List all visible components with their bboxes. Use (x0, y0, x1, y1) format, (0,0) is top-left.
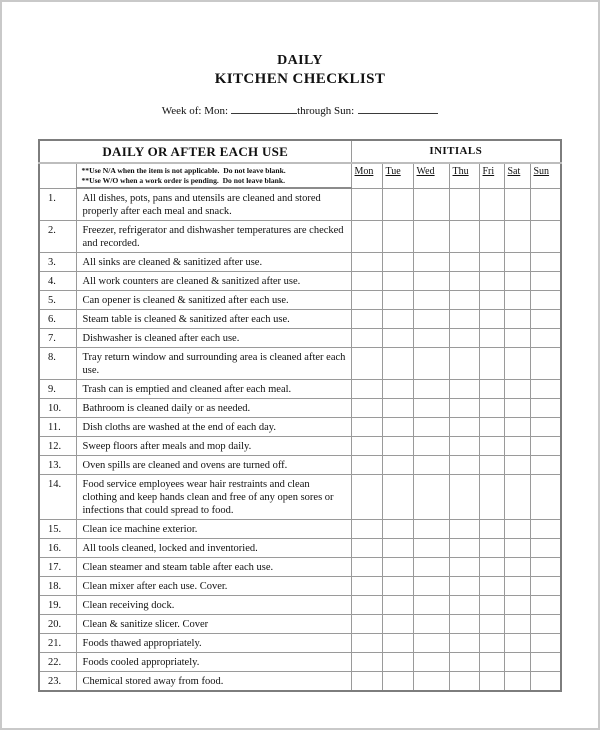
table-subheader-row (39, 163, 561, 188)
item-number: 8. (39, 348, 76, 380)
initials-cell-sat[interactable] (504, 188, 530, 221)
initials-cell-wed[interactable] (413, 615, 449, 634)
initials-cell-fri[interactable] (479, 437, 504, 456)
initials-cell-tue[interactable] (382, 539, 413, 558)
initials-cell-thu[interactable] (449, 291, 479, 310)
initials-cell-thu[interactable] (449, 634, 479, 653)
checklist-row (39, 310, 561, 329)
checklist-row (39, 437, 561, 456)
table-header-row (39, 140, 561, 163)
initials-cell-sat[interactable] (504, 418, 530, 437)
initials-cell-sun[interactable] (530, 253, 561, 272)
initials-cell-sun[interactable] (530, 615, 561, 634)
doc-title-line1: DAILY (277, 53, 323, 68)
day-label: Wed (416, 166, 435, 177)
week-of-label: Week of: Mon: (161, 105, 229, 117)
initials-cell-mon[interactable] (351, 520, 382, 539)
checklist-row (39, 253, 561, 272)
initials-cell-tue[interactable] (382, 291, 413, 310)
initials-cell-mon[interactable] (351, 399, 382, 418)
initials-cell-sat[interactable] (504, 329, 530, 348)
initials-cell-mon[interactable] (351, 558, 382, 577)
document (2, 2, 598, 692)
initials-cell-fri[interactable] (479, 253, 504, 272)
initials-cell-thu[interactable] (449, 520, 479, 539)
checklist-row (39, 475, 561, 520)
initials-cell-mon[interactable] (351, 653, 382, 672)
initials-cell-fri[interactable] (479, 380, 504, 399)
initials-cell-tue[interactable] (382, 437, 413, 456)
initials-cell-wed[interactable] (413, 380, 449, 399)
item-number: 7. (39, 329, 76, 348)
initials-cell-sat[interactable] (504, 380, 530, 399)
item-text: Trash can is emptied and cleaned after each meal. (76, 380, 351, 399)
item-number: 18. (39, 577, 76, 596)
initials-cell-thu[interactable] (449, 329, 479, 348)
initials-cell-sun[interactable] (530, 188, 561, 221)
initials-cell-sat[interactable] (504, 253, 530, 272)
initials-cell-mon[interactable] (351, 577, 382, 596)
initials-cell-wed[interactable] (413, 577, 449, 596)
initials-cell-tue[interactable] (382, 399, 413, 418)
initials-cell-fri[interactable] (479, 596, 504, 615)
checklist-row (39, 329, 561, 348)
initials-cell-tue[interactable] (382, 456, 413, 475)
initials-cell-thu[interactable] (449, 399, 479, 418)
initials-cell-sat[interactable] (504, 475, 530, 520)
initials-cell-mon[interactable] (351, 672, 382, 692)
initials-cell-fri[interactable] (479, 634, 504, 653)
item-text: Clean ice machine exterior. (76, 520, 351, 539)
initials-cell-fri[interactable] (479, 475, 504, 520)
day-label: Mon (354, 166, 374, 177)
item-text: All sinks are cleaned & sanitized after use. (76, 253, 351, 272)
checklist-row (39, 188, 561, 221)
initials-cell-thu[interactable] (449, 188, 479, 221)
initials-cell-sat[interactable] (504, 348, 530, 380)
checklist-row (39, 399, 561, 418)
initials-cell-tue[interactable] (382, 329, 413, 348)
initials-cell-sun[interactable] (530, 291, 561, 310)
week-end-blank-field[interactable] (358, 102, 438, 114)
initials-cell-wed[interactable] (413, 310, 449, 329)
initials-cell-wed[interactable] (413, 437, 449, 456)
item-text: Oven spills are cleaned and ovens are turned off. (76, 456, 351, 475)
initials-cell-wed[interactable] (413, 596, 449, 615)
initials-cell-fri[interactable] (479, 221, 504, 253)
initials-cell-thu[interactable] (449, 437, 479, 456)
title-block (2, 52, 598, 89)
day-header-sat (504, 163, 530, 188)
day-label: Fri (482, 166, 495, 177)
week-start-blank-field[interactable] (231, 102, 297, 114)
initials-cell-sat[interactable] (504, 577, 530, 596)
initials-cell-mon[interactable] (351, 188, 382, 221)
item-text: All dishes, pots, pans and utensils are cleaned and stored properly after each meal and snack. (76, 188, 351, 221)
item-text: Dishwasher is cleaned after each use. (76, 329, 351, 348)
item-number: 10. (39, 399, 76, 418)
day-label: Thu (452, 166, 469, 177)
initials-cell-fri[interactable] (479, 539, 504, 558)
section-header-initials: INITIALS (351, 140, 561, 163)
initials-cell-fri[interactable] (479, 188, 504, 221)
item-number: 14. (39, 475, 76, 520)
initials-cell-thu[interactable] (449, 456, 479, 475)
section-header-daily-use: DAILY OR AFTER EACH USE (39, 140, 351, 163)
initials-cell-wed[interactable] (413, 221, 449, 253)
week-of-line (2, 102, 598, 118)
usage-note-line2: **Use W/O when a work order is pending. Do not leave blank. (81, 175, 286, 185)
initials-cell-sun[interactable] (530, 596, 561, 615)
initials-cell-fri[interactable] (479, 399, 504, 418)
item-text: Clean mixer after each use. Cover. (76, 577, 351, 596)
initials-cell-mon[interactable] (351, 253, 382, 272)
initials-cell-mon[interactable] (351, 380, 382, 399)
day-header-thu (449, 163, 479, 188)
initials-cell-sun[interactable] (530, 577, 561, 596)
item-number: 4. (39, 272, 76, 291)
item-number: 17. (39, 558, 76, 577)
initials-cell-sun[interactable] (530, 348, 561, 380)
initials-cell-fri[interactable] (479, 653, 504, 672)
initials-cell-thu[interactable] (449, 615, 479, 634)
checklist-row (39, 539, 561, 558)
initials-cell-fri[interactable] (479, 418, 504, 437)
checklist-row (39, 596, 561, 615)
initials-cell-tue[interactable] (382, 348, 413, 380)
initials-cell-wed[interactable] (413, 520, 449, 539)
initials-cell-thu[interactable] (449, 380, 479, 399)
day-header-wed (413, 163, 449, 188)
item-number: 11. (39, 418, 76, 437)
initials-cell-tue[interactable] (382, 380, 413, 399)
initials-cell-fri[interactable] (479, 272, 504, 291)
checklist-row (39, 558, 561, 577)
item-number: 13. (39, 456, 76, 475)
initials-cell-fri[interactable] (479, 558, 504, 577)
initials-cell-sun[interactable] (530, 418, 561, 437)
initials-cell-mon[interactable] (351, 596, 382, 615)
checklist-row (39, 672, 561, 692)
initials-cell-tue[interactable] (382, 577, 413, 596)
initials-cell-tue[interactable] (382, 475, 413, 520)
item-text: Steam table is cleaned & sanitized after each use. (76, 310, 351, 329)
item-text: Can opener is cleaned & sanitized after each use. (76, 291, 351, 310)
initials-cell-mon[interactable] (351, 348, 382, 380)
item-number: 6. (39, 310, 76, 329)
initials-cell-sat[interactable] (504, 272, 530, 291)
initials-cell-sat[interactable] (504, 310, 530, 329)
initials-cell-tue[interactable] (382, 615, 413, 634)
usage-note-cell (76, 163, 351, 188)
initials-cell-sun[interactable] (530, 456, 561, 475)
initials-cell-sun[interactable] (530, 272, 561, 291)
initials-cell-thu[interactable] (449, 272, 479, 291)
item-number: 2. (39, 221, 76, 253)
item-text: All tools cleaned, locked and inventoried. (76, 539, 351, 558)
item-number: 19. (39, 596, 76, 615)
day-header-tue (382, 163, 413, 188)
initials-cell-wed[interactable] (413, 188, 449, 221)
initials-cell-sat[interactable] (504, 221, 530, 253)
initials-cell-mon[interactable] (351, 634, 382, 653)
checklist-row (39, 653, 561, 672)
initials-cell-thu[interactable] (449, 653, 479, 672)
item-text: Bathroom is cleaned daily or as needed. (76, 399, 351, 418)
initials-cell-fri[interactable] (479, 348, 504, 380)
item-text: Tray return window and surrounding area is cleaned after each use. (76, 348, 351, 380)
item-text: Freezer, refrigerator and dishwasher temperatures are checked and recorded. (76, 221, 351, 253)
initials-cell-fri[interactable] (479, 456, 504, 475)
initials-cell-tue[interactable] (382, 272, 413, 291)
initials-cell-tue[interactable] (382, 672, 413, 692)
initials-cell-sat[interactable] (504, 399, 530, 418)
initials-cell-mon[interactable] (351, 475, 382, 520)
initials-cell-sun[interactable] (530, 380, 561, 399)
initials-cell-sun[interactable] (530, 399, 561, 418)
initials-cell-thu[interactable] (449, 348, 479, 380)
day-label: Sun (533, 166, 550, 177)
item-text: Clean receiving dock. (76, 596, 351, 615)
item-text: All work counters are cleaned & sanitized after use. (76, 272, 351, 291)
initials-cell-sun[interactable] (530, 437, 561, 456)
initials-cell-fri[interactable] (479, 672, 504, 692)
checklist-row (39, 291, 561, 310)
item-number: 3. (39, 253, 76, 272)
day-label: Tue (385, 166, 401, 177)
initials-cell-thu[interactable] (449, 253, 479, 272)
initials-cell-sat[interactable] (504, 520, 530, 539)
initials-cell-wed[interactable] (413, 653, 449, 672)
initials-cell-wed[interactable] (413, 329, 449, 348)
initials-cell-mon[interactable] (351, 539, 382, 558)
initials-cell-wed[interactable] (413, 539, 449, 558)
initials-cell-sat[interactable] (504, 615, 530, 634)
item-number: 21. (39, 634, 76, 653)
initials-cell-sat[interactable] (504, 558, 530, 577)
checklist-row (39, 221, 561, 253)
initials-cell-thu[interactable] (449, 577, 479, 596)
kitchen-checklist-table (38, 139, 562, 692)
item-number: 20. (39, 615, 76, 634)
initials-cell-wed[interactable] (413, 475, 449, 520)
initials-cell-mon[interactable] (351, 221, 382, 253)
initials-cell-sat[interactable] (504, 634, 530, 653)
initials-cell-sun[interactable] (530, 672, 561, 692)
item-text: Food service employees wear hair restraints and clean clothing and keep hands clean and free of any open sores or infections that could spread to food. (76, 475, 351, 520)
initials-cell-tue[interactable] (382, 188, 413, 221)
usage-note-line1: **Use N/A when the item is not applicable. Do not leave blank. (81, 166, 286, 175)
initials-cell-sat[interactable] (504, 539, 530, 558)
initials-cell-thu[interactable] (449, 221, 479, 253)
initials-cell-tue[interactable] (382, 253, 413, 272)
checklist-row (39, 348, 561, 380)
initials-cell-thu[interactable] (449, 672, 479, 692)
initials-cell-sun[interactable] (530, 329, 561, 348)
item-text: Dish cloths are washed at the end of each day. (76, 418, 351, 437)
initials-cell-wed[interactable] (413, 456, 449, 475)
item-text: Sweep floors after meals and mop daily. (76, 437, 351, 456)
initials-cell-tue[interactable] (382, 310, 413, 329)
item-number: 15. (39, 520, 76, 539)
initials-cell-sat[interactable] (504, 596, 530, 615)
initials-cell-mon[interactable] (351, 615, 382, 634)
initials-cell-mon[interactable] (351, 272, 382, 291)
item-text: Foods cooled appropriately. (76, 653, 351, 672)
initials-cell-tue[interactable] (382, 653, 413, 672)
initials-cell-tue[interactable] (382, 221, 413, 253)
initials-cell-mon[interactable] (351, 310, 382, 329)
initials-cell-mon[interactable] (351, 329, 382, 348)
item-number: 12. (39, 437, 76, 456)
initials-cell-fri[interactable] (479, 291, 504, 310)
item-text: Chemical stored away from food. (76, 672, 351, 692)
initials-cell-sat[interactable] (504, 653, 530, 672)
day-header-sun (530, 163, 561, 188)
doc-title-line2: KITCHEN CHECKLIST (214, 71, 386, 87)
initials-cell-tue[interactable] (382, 520, 413, 539)
item-text: Clean steamer and steam table after each use. (76, 558, 351, 577)
initials-cell-fri[interactable] (479, 615, 504, 634)
checklist-body (39, 188, 561, 691)
day-label: Sat (507, 166, 521, 177)
initials-cell-mon[interactable] (351, 456, 382, 475)
initials-cell-fri[interactable] (479, 329, 504, 348)
initials-cell-sun[interactable] (530, 475, 561, 520)
initials-cell-wed[interactable] (413, 418, 449, 437)
initials-cell-wed[interactable] (413, 348, 449, 380)
day-header-mon (351, 163, 382, 188)
initials-cell-tue[interactable] (382, 418, 413, 437)
initials-cell-sun[interactable] (530, 520, 561, 539)
initials-cell-sat[interactable] (504, 291, 530, 310)
initials-cell-fri[interactable] (479, 577, 504, 596)
initials-cell-sat[interactable] (504, 672, 530, 692)
initials-cell-thu[interactable] (449, 475, 479, 520)
initials-cell-wed[interactable] (413, 558, 449, 577)
initials-cell-tue[interactable] (382, 634, 413, 653)
initials-cell-tue[interactable] (382, 596, 413, 615)
item-number: 9. (39, 380, 76, 399)
empty-corner-cell (39, 163, 76, 188)
item-number: 5. (39, 291, 76, 310)
checklist-row (39, 615, 561, 634)
initials-cell-thu[interactable] (449, 596, 479, 615)
item-number: 16. (39, 539, 76, 558)
initials-cell-fri[interactable] (479, 310, 504, 329)
initials-cell-sun[interactable] (530, 634, 561, 653)
initials-cell-sun[interactable] (530, 221, 561, 253)
initials-cell-sun[interactable] (530, 558, 561, 577)
initials-cell-wed[interactable] (413, 291, 449, 310)
initials-cell-sat[interactable] (504, 437, 530, 456)
initials-cell-thu[interactable] (449, 418, 479, 437)
initials-cell-tue[interactable] (382, 558, 413, 577)
checklist-row (39, 456, 561, 475)
initials-cell-mon[interactable] (351, 437, 382, 456)
initials-cell-wed[interactable] (413, 253, 449, 272)
initials-cell-wed[interactable] (413, 272, 449, 291)
checklist-row (39, 380, 561, 399)
initials-cell-wed[interactable] (413, 399, 449, 418)
initials-cell-fri[interactable] (479, 520, 504, 539)
initials-cell-thu[interactable] (449, 539, 479, 558)
initials-cell-sun[interactable] (530, 310, 561, 329)
checklist-row (39, 272, 561, 291)
day-header-fri (479, 163, 504, 188)
item-text: Clean & sanitize slicer. Cover (76, 615, 351, 634)
through-sun-label: through Sun: (297, 105, 355, 117)
initials-cell-mon[interactable] (351, 291, 382, 310)
initials-cell-thu[interactable] (449, 558, 479, 577)
item-text: Foods thawed appropriately. (76, 634, 351, 653)
item-number: 23. (39, 672, 76, 692)
initials-cell-sat[interactable] (504, 456, 530, 475)
initials-cell-sun[interactable] (530, 653, 561, 672)
initials-cell-mon[interactable] (351, 418, 382, 437)
checklist-row (39, 634, 561, 653)
initials-cell-thu[interactable] (449, 310, 479, 329)
item-number: 1. (39, 188, 76, 221)
item-number: 22. (39, 653, 76, 672)
initials-cell-wed[interactable] (413, 672, 449, 692)
initials-cell-sun[interactable] (530, 539, 561, 558)
initials-cell-wed[interactable] (413, 634, 449, 653)
checklist-row (39, 577, 561, 596)
checklist-row (39, 520, 561, 539)
checklist-row (39, 418, 561, 437)
